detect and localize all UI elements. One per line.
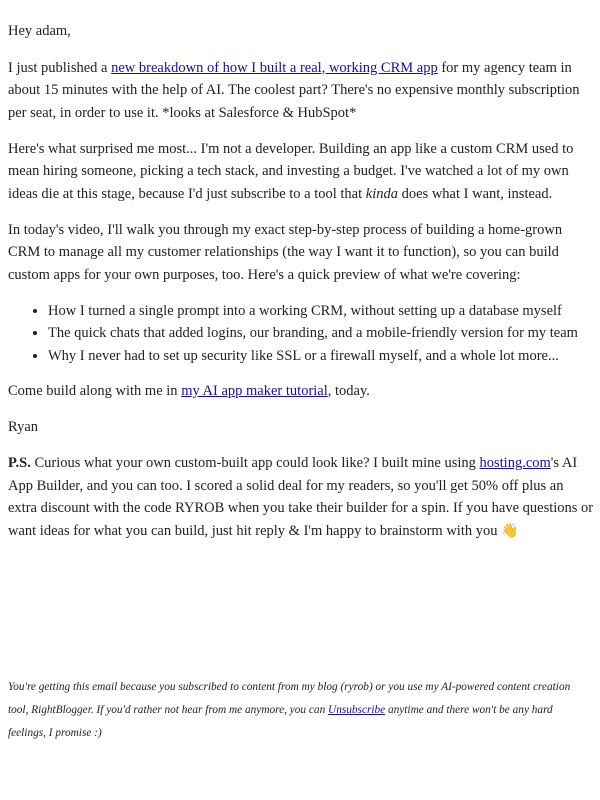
greeting: Hey adam, — [8, 23, 71, 39]
signature: Ryan — [8, 419, 39, 435]
list-item: • How I turned a single prompt into a working CRM, without setting up a database myself — [48, 300, 594, 323]
preview-list — [8, 300, 594, 368]
waving-hand-icon: 👋 — [501, 522, 519, 539]
cta-text-after: , today. — [327, 383, 370, 399]
intro-paragraph — [8, 57, 594, 125]
ps-paragraph — [8, 452, 594, 542]
footer-text-before: You're getting this email because you subscribed to content from my blog (ryrob) or you use my AI-powered content creation tool, RightBlogger. If you'd rather not hear from me anymore, you can — [8, 681, 571, 716]
surprise-paragraph — [8, 138, 594, 206]
surprise-text-after: does what I want, instead. — [398, 185, 553, 202]
cta-text-before: Come build along with me in — [8, 383, 182, 399]
footer-notice — [8, 676, 592, 745]
ps-text-after: 's AI App Builder, and you can too. I scored a solid deal for my readers, so you'll get 50% off plus an extra discount with the code RYROB when you take their builder for a spin. If you have questions or want ideas for what you can build, just hit reply & I'm happy to brainstorm with you — [8, 455, 594, 539]
crm-breakdown-link[interactable]: new breakdown of how I built a real, working CRM app — [111, 59, 438, 76]
tutorial-link[interactable]: my AI app maker tutorial — [181, 383, 328, 399]
list-item: • The quick chats that added logins, our branding, and a mobile-friendly version for my team — [48, 322, 594, 345]
ps-label: P.S. — [8, 455, 31, 471]
surprise-text-before: Here's what surprised me most... I'm not a developer. Building an app like a custom CRM used to mean hiring someone, picking a tech stack, and investing a budget. I've watched a lot of my own ideas die at this stage, because I'd just subscribe to a tool that — [8, 140, 574, 202]
ps-text-before: Curious what your own custom-built app could look like? I built mine using — [30, 455, 480, 471]
list-item: • Why I never had to set up security like SSL or a firewall myself, and a whole lot more... — [48, 345, 594, 368]
cta-paragraph — [8, 380, 594, 403]
unsubscribe-link[interactable]: Unsubscribe — [328, 704, 386, 716]
surprise-emphasis: kinda — [365, 185, 398, 202]
intro-text-before: I just published a — [8, 59, 112, 76]
intro-text-after: for my agency team in about 15 minutes with the help of AI. The coolest part? There's no expensive monthly subscription per seat, in order to use it. *looks at Salesforce & HubSpot* — [8, 59, 580, 121]
footer-text-after: anytime and there won't be any hard feelings, I promise :) — [8, 704, 553, 739]
hosting-link[interactable]: hosting.com — [479, 455, 551, 471]
video-paragraph: In today's video, I'll walk you through my exact step-by-step process of building a home-grown CRM to manage all my customer relationships (the way I want it to function), so you can build custom apps for your own purposes, too. Here's a quick preview of what we're covering: — [8, 221, 563, 283]
